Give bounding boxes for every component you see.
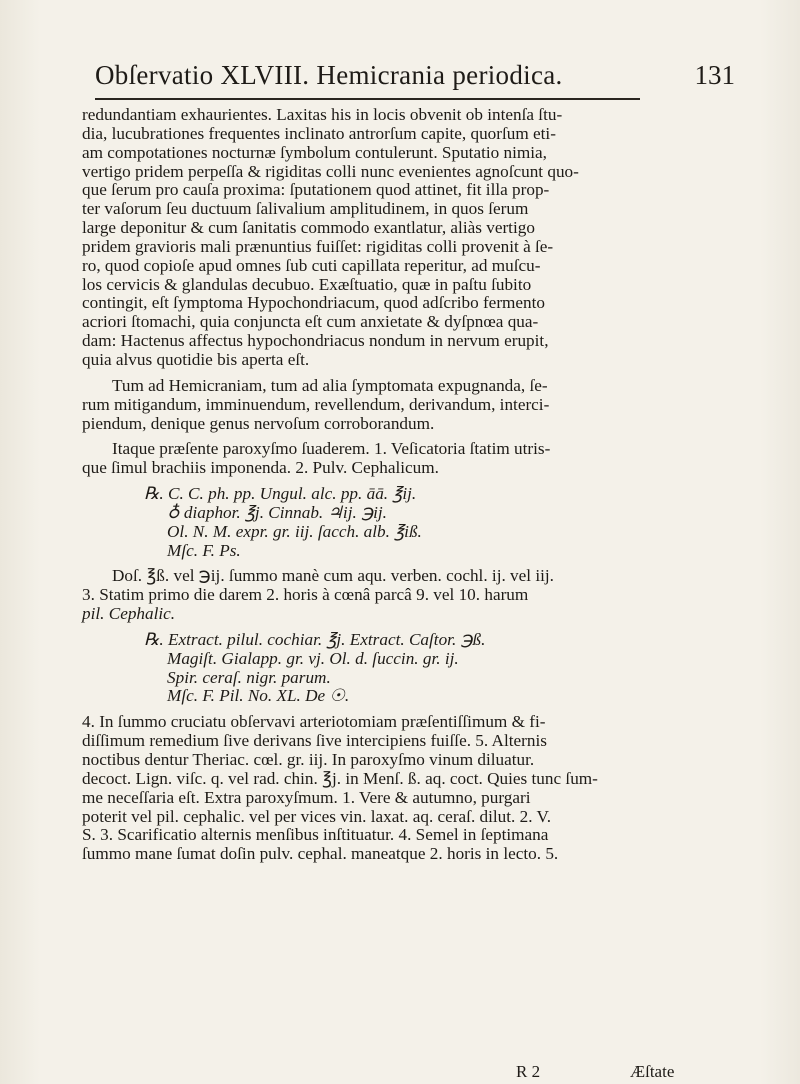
signature-mark: R 2 [516,1062,541,1081]
text-line: vertigo pridem perpeſſa & rigiditas colli nunc evenientes agnoſcunt quo- [82,161,579,181]
text-line: Doſ. ℥ß. vel ℈ij. ſummo manè cum aqu. verben. cochl. ij. vel iij. [112,566,554,586]
text-line: rum mitigandum, imminuendum, revellendum, derivandum, interci- [82,394,550,414]
text-line: ſummo mane ſumat doſin pulv. cephal. maneatque 2. horis in lecto. 5. [82,844,559,864]
text-line: ter vaſorum ſeu ductuum ſalivalium amplitudinem, in quos ſerum [82,199,529,219]
text-line: dia, lucubrationes frequentes inclinato antrorſum capite, quorſum eti- [82,123,556,143]
recipe-line: ℞. Extract. pilul. cochiar. ℥j. Extract. Caſtor. ℈ß. [144,629,486,649]
recipe-line: Ol. N. M. expr. gr. iij. ſacch. alb. ℥iß. [167,521,422,541]
text-line: noctibus dentur Theriac. cœl. gr. iij. In paroxyſmo vinum diluatur. [82,750,535,769]
text-line: me neceſſaria eſt. Extra paroxyſmum. 1. Vere & autumno, purgari [82,787,531,807]
recipe-line: Spir. ceraſ. nigr. parum. [167,667,331,687]
text-line: quia alvus quotidie bis aperta eſt. [82,349,310,369]
catchword: Æſtate [630,1062,675,1081]
text-line: dam: Hactenus affectus hypochondriacus nondum in nervum erupit, [82,331,549,351]
text-line: redundantiam exhaurientes. Laxitas his in locis obvenit ob intenſa ſtu- [82,105,563,124]
text-line: am compotationes nocturnæ ſymbolum contulerunt. Sputatio nimia, [82,142,547,162]
text-line: S. 3. Scarificatio alternis menſibus inſtituatur. 4. Semel in ſeptimana [82,825,549,845]
text-line: contingit, eſt ſymptoma Hypochondriacum, quod adſcribo fermento [82,293,545,313]
text-line: 3. Statim primo die darem 2. horis à cœnâ parcâ 9. vel 10. harum [82,585,529,605]
text-line: Itaque præſente paroxyſmo ſuaderem. 1. Veſicatoria ſtatim utris- [112,439,551,459]
text-line: diſſimum remedium ſive derivans ſive intercipiens fuiſſe. 5. Alternis [82,731,547,751]
running-head: Obſervatio XLVIII. Hemicrania periodica. [95,60,563,90]
recipe-line: ℞. C. C. ph. pp. Ungul. alc. pp. āā. ℥ij. [144,484,417,504]
text-line: que ſerum pro cauſa proxima: ſputationem quod attinet, fit illa prop- [82,180,550,200]
body-text [82,106,742,864]
text-line: acriori ſtomachi, quia conjuncta eſt cum anxietate & dyſpnœa qua- [82,312,539,332]
header-rule [95,98,640,100]
recipe-line: Mſc. F. Ps. [167,540,241,560]
recipe-line: Magiſt. Gialapp. gr. vj. Ol. d. ſuccin. gr. ij. [167,648,459,668]
text-line: 4. In ſummo cruciatu obſervavi arteriotomiam præſentiſſimum & fi- [82,712,546,732]
text-line: pridem gravioris mali prænuntius fuiſſet: rigiditas colli provenit à ſe- [82,236,554,256]
page-number: 131 [694,60,735,90]
recipe-line: Mſc. F. Pil. No. XL. De ☉. [167,686,350,706]
text-line: los cervicis & glandulas decubuo. Exæſtuatio, quæ in paſtu ſubito [82,274,532,294]
text-line: Tum ad Hemicraniam, tum ad alia ſymptomata expugnanda, ſe- [112,375,548,395]
text-line: decoct. Lign. viſc. q. vel rad. chin. ℥j. in Menſ. ß. aq. coct. Quies tunc ſum- [82,768,598,788]
text-line: pil. Cephalic. [82,604,176,624]
text-line: poterit vel pil. cephalic. vel per vices vin. laxat. aq. ceraſ. dilut. 2. V. [82,806,552,826]
recipe-line: ♁ diaphor. ℥j. Cinnab. ♃ij. ℈ij. [167,502,387,522]
text-line: large deponitur & cum ſanitatis commodo exantlatur, aliàs vertigo [82,218,535,238]
text-line: que ſimul brachiis imponenda. 2. Pulv. Cephalicum. [82,458,439,478]
text-line: piendum, denique genus nervoſum corroborandum. [82,413,435,433]
page-header [95,60,735,96]
text-line: ro, quod copioſe apud omnes ſub cuti capillata reperitur, ad muſcu- [82,255,541,275]
